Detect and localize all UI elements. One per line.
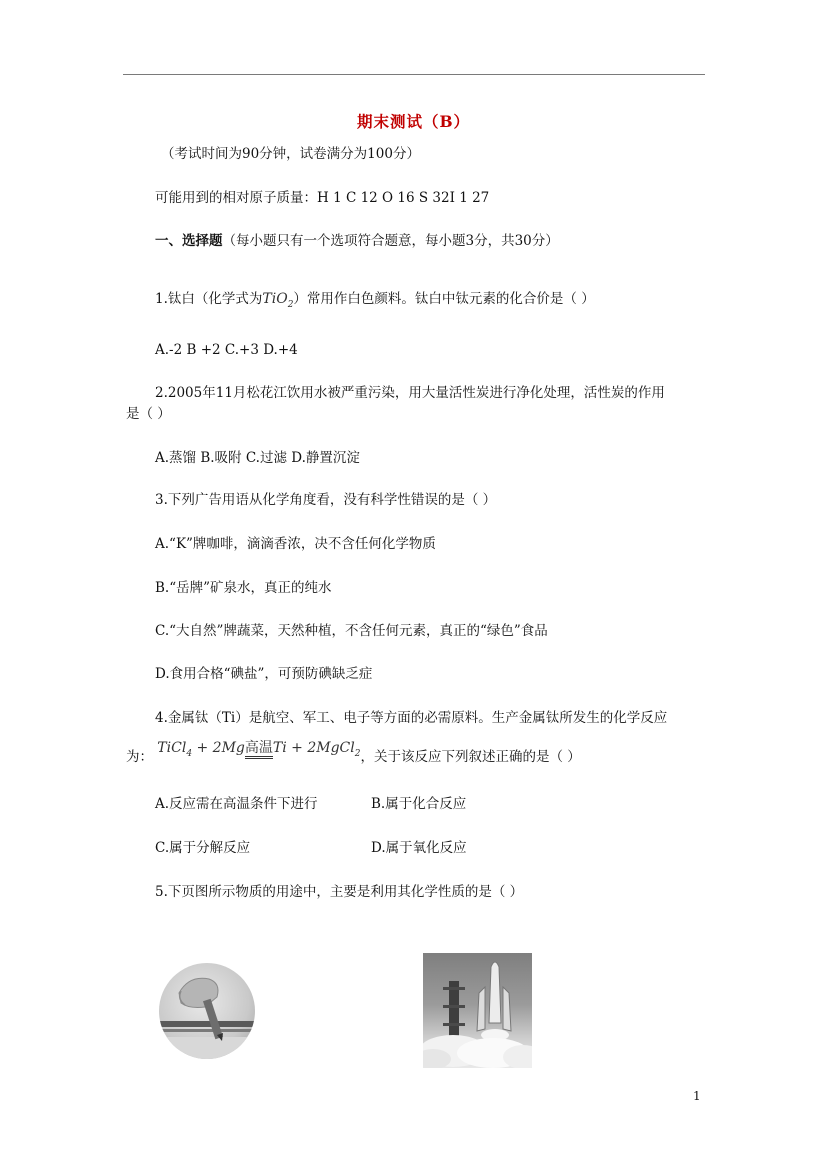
question-4-option-d: D.属于氧化反应 <box>371 840 467 856</box>
question-4-option-b: B.属于化合反应 <box>371 796 467 812</box>
eq-condition: 高温 <box>245 740 273 759</box>
question-5-stem: 5.下页图所示物质的用途中，主要是利用其化学性质的是（ ） <box>155 884 524 900</box>
space-shuttle-graphic <box>423 953 532 1068</box>
pencil-writing-image <box>159 963 255 1059</box>
space-shuttle-launch-image <box>423 953 532 1068</box>
question-3-option-b: B.“岳牌”矿泉水，真正的纯水 <box>155 580 332 596</box>
q4-post: ，关于该反应下列叙述正确的是（ ） <box>360 749 581 765</box>
question-3-option-c: C.“大自然”牌蔬菜，天然种植，不含任何元素，真正的“绿色”食品 <box>155 623 548 639</box>
q1-formula <box>262 291 294 310</box>
question-1-options: A.-2 B +2 C.+3 D.+4 <box>155 342 298 358</box>
eq-part-2: + 2Mg <box>192 740 245 756</box>
q1-post: ）常用作白色颜料。钛白中钛元素的化合价是（ ） <box>293 291 595 307</box>
q4-equation <box>157 740 361 759</box>
question-1-stem <box>155 290 595 314</box>
page-title: 期末测试（B） <box>356 112 471 131</box>
question-3-option-d: D.食用合格“碘盐”，可预防碘缺乏症 <box>155 666 373 682</box>
q1-formula-main: TiO <box>262 291 288 307</box>
question-3-option-a: A.“K”牌咖啡，滴滴香浓，决不含任何化学物质 <box>155 536 436 552</box>
question-4-option-c: C.属于分解反应 <box>155 840 251 856</box>
section-title: 一、选择题 <box>155 233 223 249</box>
eq-sub-2: 2 <box>354 748 361 759</box>
section-desc: （每小题只有一个选项符合题意，每小题3分，共30分） <box>222 233 559 249</box>
q1-pre: 1.钛白（化学式为 <box>155 291 263 307</box>
exam-note: （考试时间为90分钟，试卷满分为100分） <box>161 146 420 162</box>
eq-part-3: Ti + 2MgCl <box>272 740 355 756</box>
question-4-stem-line2 <box>126 740 581 772</box>
q4-pre: 为： <box>126 749 153 765</box>
question-4-stem-line1: 4.金属钛（Ti）是航空、军工、电子等方面的必需原料。生产金属钛所发生的化学反应 <box>155 710 668 726</box>
atomic-masses: 可能用到的相对原子质量：H 1 C 12 O 16 S 32I 1 27 <box>155 190 490 206</box>
eq-sub-1: 4 <box>186 748 193 759</box>
eq-part-1: TiCl <box>157 740 187 756</box>
question-2-stem-line1: 2.2005年11月松花江饮用水被严重污染，用大量活性炭进行净化处理，活性炭的作用 <box>155 385 665 401</box>
question-2-options: A.蒸馏 B.吸附 C.过滤 D.静置沉淀 <box>155 450 360 466</box>
q1-formula-sub: 2 <box>287 299 294 310</box>
question-4-option-a: A.反应需在高温条件下进行 <box>155 796 318 812</box>
question-3-stem: 3.下列广告用语从化学角度看，没有科学性错误的是（ ） <box>155 492 497 508</box>
header-rule <box>123 74 705 75</box>
section-heading <box>155 232 559 250</box>
pencil-writing-graphic <box>159 963 255 1059</box>
question-2-stem-line2: 是（ ） <box>126 406 171 422</box>
page-number: 1 <box>693 1089 701 1103</box>
